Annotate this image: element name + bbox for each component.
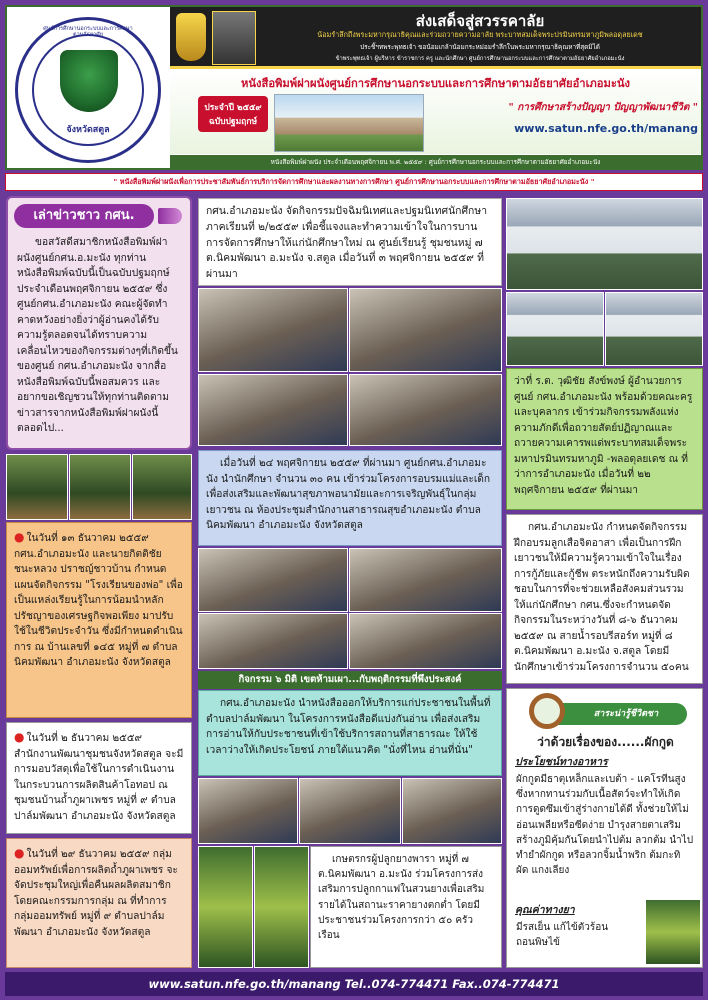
office-building-photo [274,94,424,152]
herb-section2-body: มีรสเย็น แก้ไข้ตัวร้อน ถอนพิษไข้ [516,922,609,949]
article-reading: กศน.อำเภอมะนัง นำหนังสือออกให้บริการแก่ประชาชนในพื้นที่ตำบลปาล์มพัฒนา ในโครงการหนังสือดีแบ่งกันอ่าน เพื่อส่งเสริมการอ่านให้กับประชาชนที่เข้าใช้บริการสถานที่สาธารณะ ให้ใช้เวลาว่างให้เกิดประโยชน์ ภายใต้แนวคิด "นั่งที่ไหน อ่านที่นั่น" [198,690,502,776]
footer-bar: www.satun.nfe.go.th/manang Tel..074-774471 Fax..074-774471 [5,972,703,996]
oath-photo-3 [605,292,703,366]
veg-photo-2 [69,454,131,520]
reading-heading: กิจกรรม ๖ มิติ เขตห้ามเผา...กับพฤติกรรมที่พึงประสงค์ [198,671,502,689]
article-oath: ว่าที่ ร.ต. วุฒิชัย สังข์พงษ์ ผู้อำนวยการศูนย์ กศน.อำเภอมะนัง พร้อมด้วยคณะครูและบุคลากร เข้าร่วมกิจกรรมพลังแห่งความภักดีเพื่อถวายสัตย์ปฏิญาณและถวายความเคารพแด่พระบาทสมเด็จพระมหาปรมินทรมหาภูมิ -พลอดุลยเดช ณ ที่ว่าการอำเภอมะนัง เมื่อวันที่ ๒๒ พฤศจิกายน ๒๕๕๙ ที่ผ่านมา [506,368,703,510]
article-health: เมื่อวันที่ ๒๔ พฤศจิกายน ๒๕๕๙ ที่ผ่านมา ศูนย์กศน.อำเภอมะนัง นำนักศึกษา จำนวน ๓๐ คน เข้าร่วมโครงการอบรมแม่และเด็ก เพื่อส่งเสริมและพัฒนาสุขภาพอนามัยและการเจริญพันธุ์ในกลุ่มเยาวชน ณ ห้องประชุมสำนักงานสาธารณสุขอำเภอมะนัง ตำบลนิคมพัฒนา อำเภอมะนัง จังหวัดสตูล [198,450,502,546]
issue-label: ฉบับปฐมฤกษ์ [208,117,258,127]
orientation-photo-2 [349,288,502,372]
banner-line-3: ข้าพระพุทธเจ้า ผู้บริหาร ข้าราชการ ครู และนักศึกษา ศูนย์การศึกษานอกระบบและการศึกษาตามอัธยาศัยอำเภอมะนัง [335,56,625,62]
article-craft [6,722,192,834]
article-rubber: เกษตรกรผู้ปลูกยางพารา หมู่ที่ ๗ ต.นิคมพัฒนา อ.มะนัง ร่วมโครงการส่งเสริมการปลูกกาแฟในสวนยางเพื่อเสริมรายได้ในสถานะราคายางตกต่ำ โดยมีประชาชนร่วมโครงการกว่า ๕๐ ครัวเรือน [310,846,502,968]
article-veg [6,522,192,718]
article-savings [6,838,192,968]
orientation-photo-3 [198,374,348,446]
issue-badge [198,96,268,132]
rubber-photo-2 [254,846,309,968]
article-savings-text: ในวันที่ ๒๙ ธันวาคม ๒๕๕๙ กลุ่มออมทรัพย์เพื่อการผลิตถ้ำภูผาเพชร จะจัดประชุมใหญ่เพื่อคืนผลผลิตสมาชิก โดยคณะกรรมการกลุ่ม ณ ที่ทำการกลุ่มออมทรัพย์ หมู่ที่ ๙ ตำบลปาล์มพัฒนา อำเภอมะนัง จังหวัดสตูล [14,849,178,938]
banner-title: ส่งเสด็จสู่สวรรคาลัย [415,12,545,30]
magnifier-icon [529,693,565,729]
location-pin-icon: ● [14,730,25,744]
orientation-photo-4 [349,374,502,446]
article-veg-text: ในวันที่ ๑๓ ธันวาคม ๒๕๕๙ กศน.อำเภอมะนัง และนายกิตติชัย ชนะหลวง ปราชญ์ชาวบ้าน กำหนดแผนจัดกิจกรรม "โรงเรียนของพ่อ" เพื่อเป็นแหล่งเรียนรู้ในการน้อมนำหลักปรัชญาของเศรษฐกิจพอเพียง มาปรับใช้ในชีวิตประจำวัน ซึ่งมีกำหนดดำเนินการ ณ บ้านเลขที่ ๑๔๕ หมู่ที่ ๗ ตำบลนิคมพัฒนา อำเภอมะนัง จังหวัดสตูล [14,533,183,668]
newspaper-title: หนังสือพิมพ์ฝาผนังศูนย์การศึกษานอกระบบและการศึกษาตามอัธยาศัยอำเภอมะนัง [241,77,630,90]
location-pin-icon: ● [14,846,25,860]
orientation-photo-1 [198,288,348,372]
veg-photo-1 [6,454,68,520]
reading-photo-3 [402,778,502,844]
article-orientation: กศน.อำเภอมะนัง จัดกิจกรรมปัจฉิมนิเทศและปฐมนิเทศนักศึกษาภาคเรียนที่ ๒/๒๕๕๙ เพื่อชี้แจงและทำความเข้าใจในการบานการจัดการศึกษาให้แก่นักศึกษาใหม่ ณ ศูนย์เรียนรู้ ชุมชนหมู่ ๗ ต.นิคมพัฒนา อ.มะนัง จ.สตูล เมื่อวันที่ ๓ พฤศจิกายน ๒๕๕๙ ที่ผ่านมา [198,198,502,286]
herb-section1-heading: ประโยชน์ทางอาหาร [515,756,608,768]
rubber-photo-1 [198,846,253,968]
article-craft-text: ในวันที่ ๒ ธันวาคม ๒๕๕๙ สำนักงานพัฒนาชุมชนจังหวัดสตูล จะมีการมอบวัสดุเพื่อใช้ในการดำเนินงานในกระบวนการผลิตสินค้าโอทอป ณ ชุมชนบ้านถ้ำภูผาเพชร หมู่ที่ ๙ ตำบล ปาล์มพัฒนา อำเภอมะนัง จังหวัดสตูล [14,733,184,822]
article-scout: กศน.อำเภอมะนัง กำหนดจัดกิจกรรมฝึกอบรมลูกเสือจิตอาสา เพื่อเป็นการฝึกเยาวชนให้มีความรู้ความเข้าใจในเรื่องการกู้ภัยและกู้ชีพ ตระหนักถึงความรับผิดชอบในการที่จะช่วยเหลือสังคมส่วนรวม ให้แก่นักศึกษา กศน.ซึ่งจะกำหนดจัดกิจกรรมในระหว่างวันที่ ๘-๖ ธันวาคม ๒๕๕๙ ณ สายน้ำรอบรีสอร์ท หมู่ที่ ๘ ต.นิคมพัฒนา อ.มะนัง จ.สตูล โดยมีนักศึกษาเข้าร่วมโครงการจำนวน ๕๐คน [506,514,703,684]
reading-photo-2 [299,778,401,844]
header [5,5,703,170]
news-intro-heading: เล่าข่าวชาว กศน. [14,204,154,228]
royal-portrait [212,11,256,65]
logo-seal [15,17,161,163]
herb-badge-text: สาระน่ารู้ชีวิตชา [593,709,659,719]
banner-line-1: น้อมรำลึกถึงพระมหากรุณาธิคุณและร่วมถวายความอาลัย พระบาทสมเด็จพระปรมินทรมหาภูมิพลอดุลยเดช [317,30,643,39]
mourning-banner [170,7,701,69]
royal-emblem-icon [176,13,206,61]
dateline: หนังสือพิมพ์ฝาผนัง ประจำเดือนพฤศจิกายน พ.ศ. ๒๕๕๙ : ศูนย์การศึกษานอกระบบและการศึกษาตามอัธยาศัยอำเภอมะนัง [170,155,701,170]
pen-icon [158,208,182,224]
health-photo-4 [349,613,502,669]
oath-photo-2 [506,292,604,366]
website-header: www.satun.nfe.go.th/manang [514,122,698,135]
banner-line-2: ประชิ้ฯทพระพุทธเจ้า ขอน้อมเกล้าน้อมกระหม่อมรำลึกในพระมหากรุณาธิคุณหาที่สุดมิได้ [360,43,600,51]
health-photo-3 [198,613,348,669]
herb-badge [537,703,687,725]
news-intro-panel [6,196,192,450]
reading-photo-1 [198,778,298,844]
herb-title: ว่าด้วยเรื่องของ......ผักกูด [537,735,674,749]
herb-panel [506,688,703,968]
veg-photo-3 [132,454,192,520]
news-intro-body: ขอสวัสดีสมาชิกหนังสือพิมพ์ฝาผนังศูนย์กศน.อ.มะนัง ทุกท่าน หนังสือพิมพ์ฉบับนี้เป็นฉบับปฐมฤกษ์ ประจำเดือนพฤศจิกายน ๒๕๕๙ ซึ่งศูนย์กศน.อำเภอมะนัง คณะผู้จัดทำ คาดหวังอย่างยิ่งว่าผู้อ่านคงได้รับความรู้ตลอดจนได้ทราบความเคลื่อนไหวของกิจกรรมต่างๆที่เกิดขึ้นของศูนย์ กศน.อำเภอมะนัง จากสื่อหนังสือพิมพ์ฉบับนี้พอสมควร และอยากขอเชิญชวนให้ทุกท่านติดตามข่าวสารจากหนังสือพิมพ์ฝาผนังนี้ตลอดไป... [17,237,178,434]
ticker-bar: " หนังสือพิมพ์ฝาผนังเพื่อการประชาสัมพันธ์การบริการจัดการศึกษาและผลงานทางการศึกษา ศูนย์การศึกษานอกระบบและการศึกษาตามอัธยาศัยอำเภอมะนัง " [5,173,703,191]
logo-text-bottom: จังหวัดสตูล [66,125,110,135]
fern-photo [645,899,701,965]
logo-emblem-icon [60,50,118,112]
title-area [170,72,701,154]
location-pin-icon: ● [14,530,25,544]
health-photo-1 [198,548,348,612]
health-photo-2 [349,548,502,612]
herb-section1-body: ผักกูดมีธาตุเหล็กและเบต้า - แคโรทีนสูง ซึ่งหากทานร่วมกับเนื้อสัตว์จะทำให้เกิดการดูดซึมเข้าสู่ร่างกายได้ดี ทั้งช่วยให้ไม่อ่อนเพลียหรือซีดง่าย บำรุงสายตาเสริมสร้างภูมิคุ้มกันโดยนำไปต้ม ลวกต้ม นำไปทำยำผักกูด หรือลวกจิ้มน้ำพริก ต้มกะทิ ผัด แกงเลียง [516,774,694,877]
issue-year: ประจำปี ๒๕๕๙ [204,103,262,113]
logo-text-top: ศูนย์การศึกษานอกระบบและการศึกษาตามอัธยาศัย [43,26,133,39]
herb-section2-heading: คุณค่าทางยา [515,904,575,916]
oath-photo-1 [506,198,703,290]
slogan: " การศึกษาสร้างปัญญา ปัญญาพัฒนาชีวิต " [508,102,698,113]
